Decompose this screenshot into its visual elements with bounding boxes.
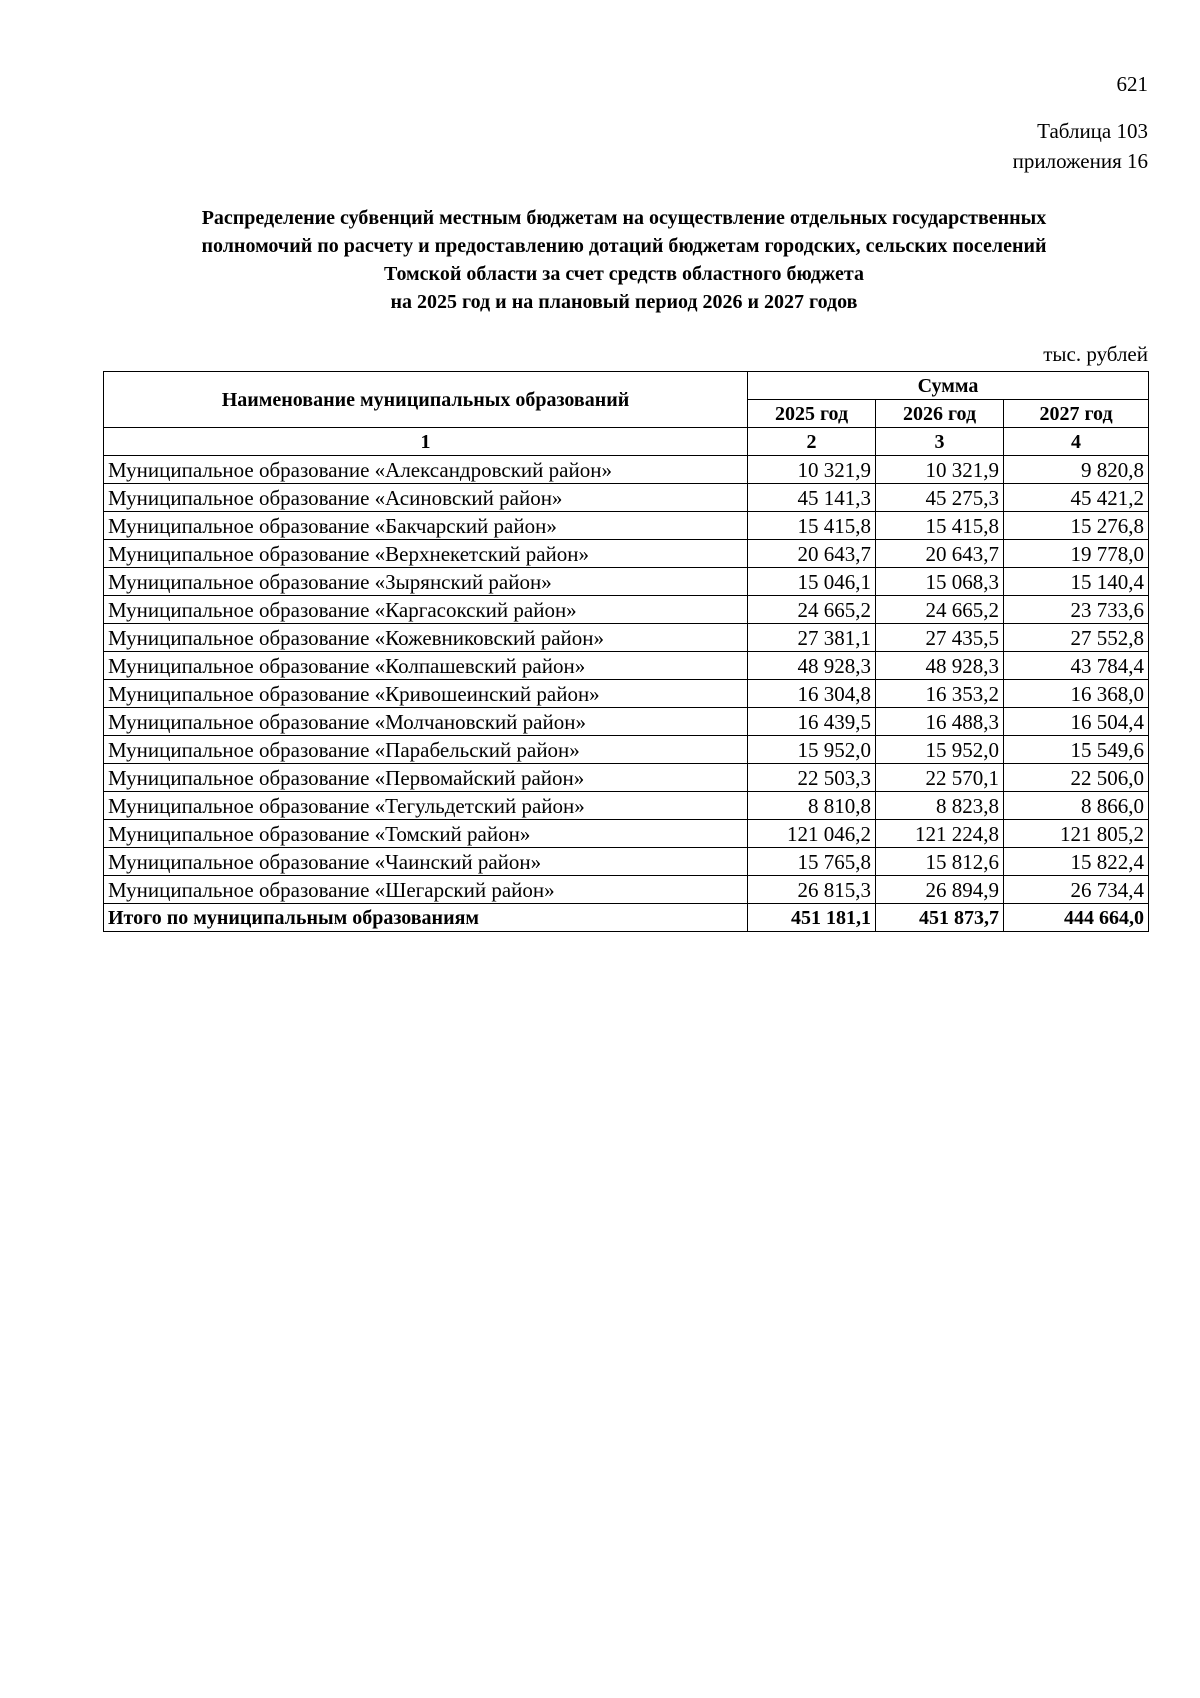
column-index: 2 [748,428,876,456]
value-2026: 10 321,9 [876,456,1004,484]
value-2025: 26 815,3 [748,876,876,904]
value-2026: 121 224,8 [876,820,1004,848]
value-2026: 16 488,3 [876,708,1004,736]
municipality-name: Муниципальное образование «Бакчарский район» [104,512,748,540]
column-index-row [104,428,1149,456]
value-2027: 15 140,4 [1004,568,1149,596]
municipality-name: Муниципальное образование «Кожевниковский район» [104,624,748,652]
table-row [104,512,1149,540]
table-row [104,736,1149,764]
value-2026: 15 812,6 [876,848,1004,876]
document-title [100,204,1148,316]
value-2025: 24 665,2 [748,596,876,624]
page-number: 621 [1116,72,1148,96]
table-row [104,456,1149,484]
table-row [104,764,1149,792]
title-line4: на 2025 год и на плановый период 2026 и 2027 годов [390,291,858,313]
table-reference [1013,116,1148,176]
value-2027: 45 421,2 [1004,484,1149,512]
value-2025: 16 439,5 [748,708,876,736]
total-row [104,904,1149,932]
municipality-name: Муниципальное образование «Асиновский район» [104,484,748,512]
value-2025: 15 046,1 [748,568,876,596]
value-2025: 8 810,8 [748,792,876,820]
value-2025: 10 321,9 [748,456,876,484]
value-2026: 16 353,2 [876,680,1004,708]
value-2026: 45 275,3 [876,484,1004,512]
header-sum: Сумма [748,372,1149,400]
value-2027: 19 778,0 [1004,540,1149,568]
value-2027: 23 733,6 [1004,596,1149,624]
title-line1: Распределение субвенций местным бюджетам на осуществление отдельных государственных [201,207,1047,229]
municipality-name: Муниципальное образование «Тегульдетский район» [104,792,748,820]
value-2026: 15 952,0 [876,736,1004,764]
header-name: Наименование муниципальных образований [104,372,748,428]
total-label: Итого по муниципальным образованиям [104,904,748,932]
column-index: 3 [876,428,1004,456]
header-year-2027: 2027 год [1004,400,1149,428]
table-row [104,484,1149,512]
value-2025: 16 304,8 [748,680,876,708]
value-2025: 121 046,2 [748,820,876,848]
value-2026: 22 570,1 [876,764,1004,792]
total-2027: 444 664,0 [1004,904,1149,932]
value-2026: 15 415,8 [876,512,1004,540]
value-2026: 27 435,5 [876,624,1004,652]
municipality-name: Муниципальное образование «Молчановский район» [104,708,748,736]
table-row [104,820,1149,848]
value-2027: 26 734,4 [1004,876,1149,904]
value-2025: 15 952,0 [748,736,876,764]
total-2025: 451 181,1 [748,904,876,932]
municipality-name: Муниципальное образование «Томский район» [104,820,748,848]
value-2027: 16 368,0 [1004,680,1149,708]
subvention-table [103,371,1149,932]
municipality-name: Муниципальное образование «Первомайский район» [104,764,748,792]
value-2027: 9 820,8 [1004,456,1149,484]
value-2025: 15 415,8 [748,512,876,540]
table-row [104,708,1149,736]
value-2027: 15 822,4 [1004,848,1149,876]
total-2026: 451 873,7 [876,904,1004,932]
municipality-name: Муниципальное образование «Александровский район» [104,456,748,484]
municipality-name: Муниципальное образование «Зырянский район» [104,568,748,596]
value-2026: 26 894,9 [876,876,1004,904]
value-2026: 8 823,8 [876,792,1004,820]
municipality-name: Муниципальное образование «Колпашевский район» [104,652,748,680]
value-2026: 15 068,3 [876,568,1004,596]
title-line2: полномочий по расчету и предоставлению дотаций бюджетам городских, сельских поселений [201,235,1047,257]
value-2026: 20 643,7 [876,540,1004,568]
municipality-name: Муниципальное образование «Парабельский район» [104,736,748,764]
header-year-2026: 2026 год [876,400,1004,428]
column-index: 1 [104,428,748,456]
value-2025: 27 381,1 [748,624,876,652]
table-reference-line1: Таблица 103 [1037,119,1148,143]
value-2026: 48 928,3 [876,652,1004,680]
value-2025: 48 928,3 [748,652,876,680]
value-2027: 15 276,8 [1004,512,1149,540]
table-row [104,876,1149,904]
value-2025: 45 141,3 [748,484,876,512]
municipality-name: Муниципальное образование «Кривошеинский район» [104,680,748,708]
table-row [104,624,1149,652]
value-2026: 24 665,2 [876,596,1004,624]
table-row [104,540,1149,568]
header-row [104,372,1149,400]
unit-label: тыс. рублей [1043,342,1148,366]
value-2027: 16 504,4 [1004,708,1149,736]
value-2027: 8 866,0 [1004,792,1149,820]
table-row [104,792,1149,820]
column-index: 4 [1004,428,1149,456]
table-row [104,848,1149,876]
value-2027: 15 549,6 [1004,736,1149,764]
value-2027: 22 506,0 [1004,764,1149,792]
municipality-name: Муниципальное образование «Чаинский район» [104,848,748,876]
value-2027: 121 805,2 [1004,820,1149,848]
header-year-2025: 2025 год [748,400,876,428]
value-2025: 15 765,8 [748,848,876,876]
municipality-name: Муниципальное образование «Верхнекетский район» [104,540,748,568]
table-row [104,680,1149,708]
title-line3: Томской области за счет средств областного бюджета [384,263,864,285]
table-row [104,596,1149,624]
value-2025: 22 503,3 [748,764,876,792]
value-2027: 27 552,8 [1004,624,1149,652]
table-reference-line2: приложения 16 [1012,149,1148,173]
municipality-name: Муниципальное образование «Каргасокский район» [104,596,748,624]
municipality-name: Муниципальное образование «Шегарский район» [104,876,748,904]
table-row [104,652,1149,680]
value-2025: 20 643,7 [748,540,876,568]
value-2027: 43 784,4 [1004,652,1149,680]
table-row [104,568,1149,596]
